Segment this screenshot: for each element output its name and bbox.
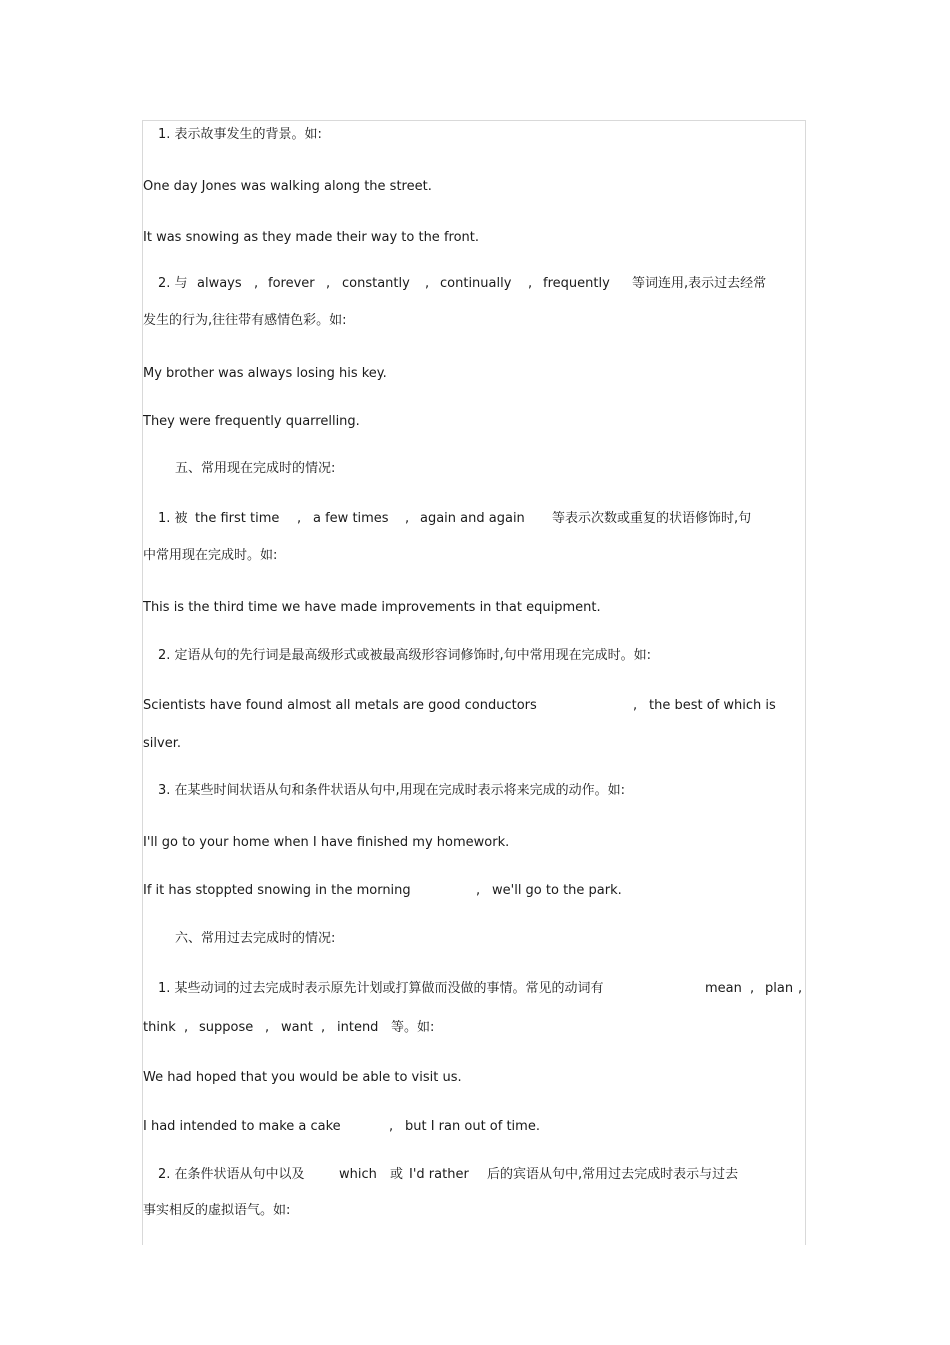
section-heading: 六、常用过去完成时的情况: (175, 931, 336, 946)
text-segment: 2. 与 (158, 276, 188, 291)
text-line: I'll go to your home when I have finished my homework. (143, 835, 510, 850)
text-segment: 后的宾语从句中,常用过去完成时表示与过去 (487, 1167, 739, 1182)
text-segment: the first time (195, 511, 280, 526)
text-segment: intend (337, 1020, 379, 1035)
text-segment: 1. 被 (158, 511, 188, 526)
text-segment: If it has stoppted snowing in the morning (143, 883, 411, 898)
text-segment: I'd rather (409, 1167, 469, 1182)
text-segment: , (321, 1020, 326, 1035)
text-segment: Scientists have found almost all metals are good conductors (143, 698, 537, 713)
text-segment: , (389, 1119, 394, 1134)
text-line (143, 698, 776, 714)
text-segment: , (254, 276, 259, 291)
text-segment: a few times (313, 511, 389, 526)
text-line: They were frequently quarrelling. (143, 414, 360, 429)
text-segment: 1. 某些动词的过去完成时表示原先计划或打算做而没做的事情。常见的动词有 (158, 981, 604, 996)
text-segment: , (798, 981, 803, 996)
text-segment: , (184, 1020, 189, 1035)
text-segment: 等。如: (391, 1020, 435, 1035)
text-line: My brother was always losing his key. (143, 366, 387, 381)
text-segment: , (265, 1020, 270, 1035)
text-segment: constantly (342, 276, 410, 291)
text-segment: , (405, 511, 410, 526)
text-segment: always (197, 276, 242, 291)
text-segment: we'll go to the park. (492, 883, 622, 898)
text-segment: , (297, 511, 302, 526)
text-line: One day Jones was walking along the street. (143, 179, 432, 194)
text-line: 中常用现在完成时。如: (143, 548, 278, 563)
text-segment: , (326, 276, 331, 291)
text-segment: suppose (199, 1020, 254, 1035)
text-line: 3. 在某些时间状语从句和条件状语从句中,用现在完成时表示将来完成的动作。如: (158, 783, 626, 798)
text-line (158, 1167, 739, 1183)
text-segment: 或 (390, 1167, 404, 1182)
text-line (143, 1119, 540, 1135)
text-segment: , (633, 698, 638, 713)
text-line: 1. 表示故事发生的背景。如: (158, 127, 322, 142)
text-segment: 2. 在条件状语从句中以及 (158, 1167, 305, 1182)
text-segment: want (281, 1020, 313, 1035)
text-line: 发生的行为,往往带有感情色彩。如: (143, 313, 347, 328)
text-segment: think (143, 1020, 176, 1035)
text-line: 2. 定语从句的先行词是最高级形式或被最高级形容词修饰时,句中常用现在完成时。如: (158, 648, 652, 663)
text-segment: , (425, 276, 430, 291)
text-segment: forever (268, 276, 315, 291)
text-segment: , (528, 276, 533, 291)
text-line: This is the third time we have made improvements in that equipment. (143, 600, 601, 615)
text-line (143, 883, 622, 899)
text-segment: 等词连用,表示过去经常 (632, 276, 767, 291)
text-line: We had hoped that you would be able to visit us. (143, 1070, 462, 1085)
text-segment: I had intended to make a cake (143, 1119, 341, 1134)
text-line (143, 1020, 435, 1036)
text-segment: but I ran out of time. (405, 1119, 540, 1134)
text-line (158, 276, 767, 292)
text-segment: frequently (543, 276, 610, 291)
text-segment: the best of which is (649, 698, 776, 713)
text-segment: again and again (420, 511, 525, 526)
text-line: 事实相反的虚拟语气。如: (143, 1203, 291, 1218)
text-segment: 等表示次数或重复的状语修饰时,句 (552, 511, 752, 526)
text-segment: plan (765, 981, 794, 996)
text-line (158, 981, 803, 997)
text-line: It was snowing as they made their way to the front. (143, 230, 480, 245)
text-line: silver. (143, 736, 181, 751)
text-segment: continually (440, 276, 512, 291)
text-segment: , (750, 981, 755, 996)
text-segment: mean (705, 981, 742, 996)
text-segment: , (476, 883, 481, 898)
text-line (158, 511, 752, 527)
section-heading: 五、常用现在完成时的情况: (175, 461, 336, 476)
text-segment: which (339, 1167, 377, 1182)
